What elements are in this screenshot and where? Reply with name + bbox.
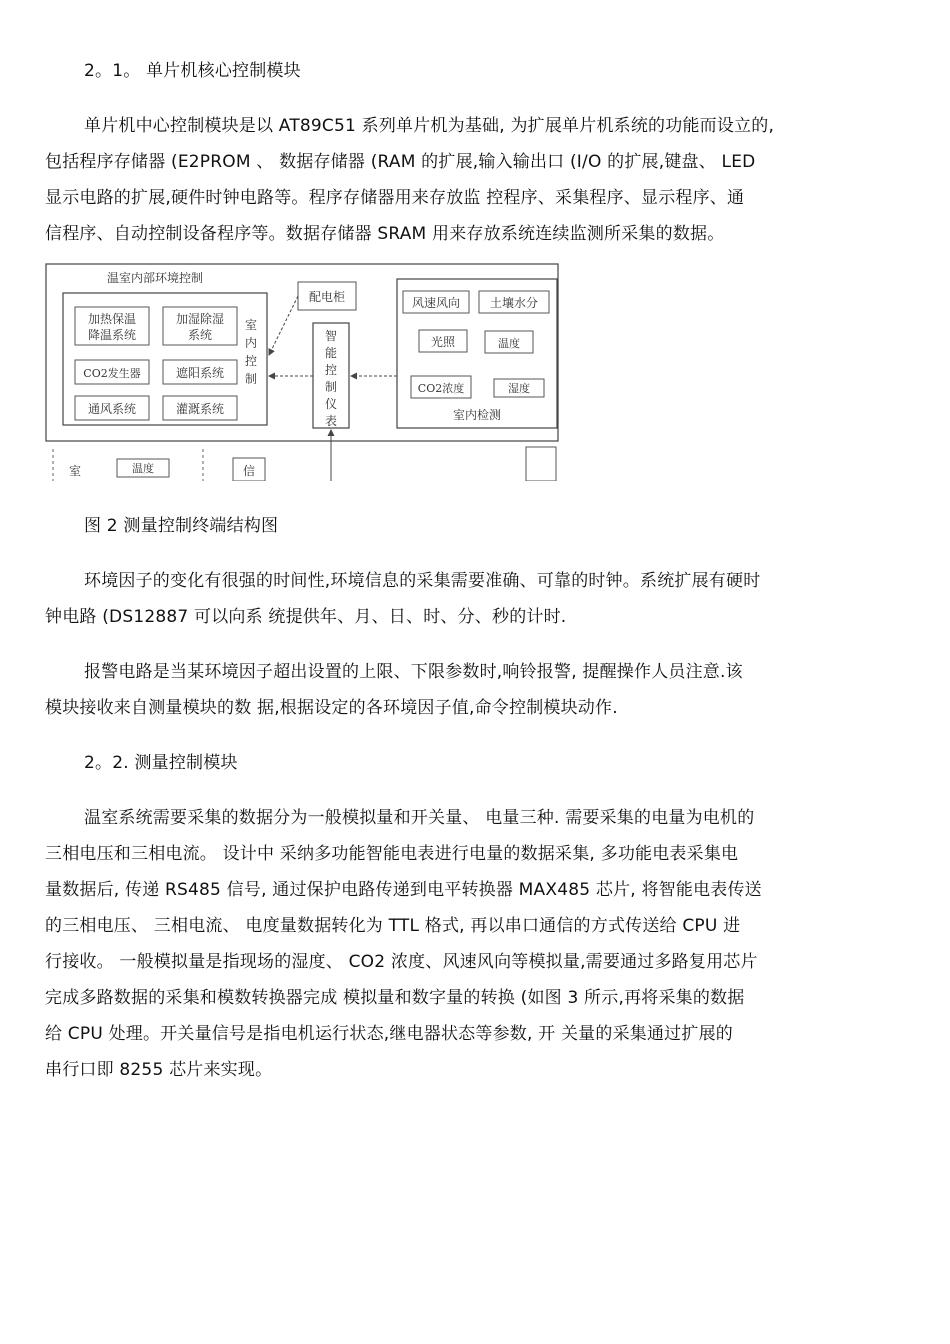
- soil-moisture-label: 土壤水分: [489, 296, 539, 310]
- indoor-control-char-3: 控: [244, 354, 258, 368]
- paragraph-line: 给 CPU 处理。开关量信号是指电机运行状态,继电器状态等参数, 开 关量的采集通过扩展的: [45, 1024, 733, 1044]
- indoor-detection-label: 室内检测: [452, 408, 502, 422]
- co2-generator-label: CO2发生器: [83, 367, 141, 380]
- humidify-label-2: 系统: [187, 328, 213, 342]
- paragraph-line: 串行口即 8255 芯片来实现。: [45, 1060, 273, 1080]
- paragraph-line: 的三相电压、 三相电流、 电度量数据转化为 TTL 格式, 再以串口通信的方式传送给 CPU 进: [45, 916, 741, 936]
- ventilation-label: 通风系统: [87, 402, 137, 416]
- meter-char-4: 制: [324, 380, 338, 394]
- co2-concentration-label: CO2浓度: [417, 382, 465, 395]
- paragraph-line: 行接收。 一般模拟量是指现场的湿度、 CO2 浓度、风速风向等模拟量,需要通过多路复用芯片: [45, 952, 758, 972]
- section-heading-2-1: 2。1。 单片机核心控制模块: [84, 61, 301, 81]
- meter-char-5: 仪: [324, 397, 338, 411]
- heating-label-2: 降温系统: [87, 328, 137, 342]
- bottom-shi-label: 室: [69, 464, 82, 478]
- shading-label: 遮阳系统: [175, 366, 225, 380]
- heating-label-1: 加热保温: [87, 312, 137, 326]
- bottom-xin-label: 信: [242, 464, 256, 478]
- paragraph-line: 量数据后, 传递 RS485 信号, 通过保护电路传递到电平转换器 MAX485 芯片, 将智能电表传送: [45, 880, 762, 900]
- cabinet-to-control-arrow: [269, 296, 298, 355]
- paragraph-line: 包括程序存储器 (E2PROM 、 数据存储器 (RAM 的扩展,输入输出口 (I/O 的扩展,键盘、 LED: [45, 152, 756, 172]
- irrigation-label: 灌溉系统: [175, 402, 225, 416]
- paragraph-line: 模块接收来自测量模块的数 据,根据设定的各环境因子值,命令控制模块动作.: [45, 698, 618, 718]
- paragraph-line: 环境因子的变化有很强的时间性,环境信息的采集需要准确、可靠的时钟。系统扩展有硬时: [84, 571, 761, 591]
- light-label: 光照: [430, 335, 456, 349]
- humidify-label-1: 加湿除湿: [175, 312, 225, 326]
- paragraph-line: 钟电路 (DS12887 可以向系 统提供年、月、日、时、分、秒的计时.: [45, 607, 567, 627]
- distribution-cabinet-label: 配电柜: [308, 290, 346, 304]
- paragraph-line: 完成多路数据的采集和模数转换器完成 模拟量和数字量的转换 (如图 3 所示,再将采集的数据: [45, 988, 745, 1008]
- indoor-control-char-4: 制: [244, 372, 258, 386]
- indoor-control-char-1: 室: [244, 318, 258, 332]
- paragraph-line: 显示电路的扩展,硬件时钟电路等。程序存储器用来存放监 控程序、采集程序、显示程序、通: [45, 188, 745, 208]
- indoor-control-char-2: 内: [244, 336, 258, 350]
- paragraph-line: 单片机中心控制模块是以 AT89C51 系列单片机为基础, 为扩展单片机系统的功能而设立的,: [84, 116, 775, 136]
- meter-char-3: 控: [324, 363, 338, 377]
- paragraph-line: 三相电压和三相电流。 设计中 采纳多功能智能电表进行电量的数据采集, 多功能电表采集电: [45, 844, 739, 864]
- humidity-label: 湿度: [508, 382, 530, 395]
- meter-char-1: 智: [324, 329, 338, 343]
- meter-char-2: 能: [324, 346, 338, 360]
- paragraph-line: 信程序、自动控制设备程序等。数据存储器 SRAM 用来存放系统连续监测所采集的数据。: [45, 224, 725, 244]
- section-heading-2-2: 2。2. 测量控制模块: [84, 753, 238, 773]
- figure-caption: 图 2 测量控制终端结构图: [84, 516, 279, 536]
- bottom-temp-label: 温度: [132, 462, 154, 475]
- outer-title: 温室内部环境控制: [107, 271, 204, 285]
- wind-label: 风速风向: [411, 296, 461, 310]
- temperature-label: 温度: [498, 337, 520, 350]
- paragraph-line: 温室系统需要采集的数据分为一般模拟量和开关量、 电量三种. 需要采集的电量为电机的: [84, 808, 755, 828]
- meter-char-6: 表: [324, 414, 338, 428]
- structure-diagram: [45, 263, 559, 481]
- paragraph-line: 报警电路是当某环境因子超出设置的上限、下限参数时,响铃报警, 提醒操作人员注意.该: [84, 662, 743, 682]
